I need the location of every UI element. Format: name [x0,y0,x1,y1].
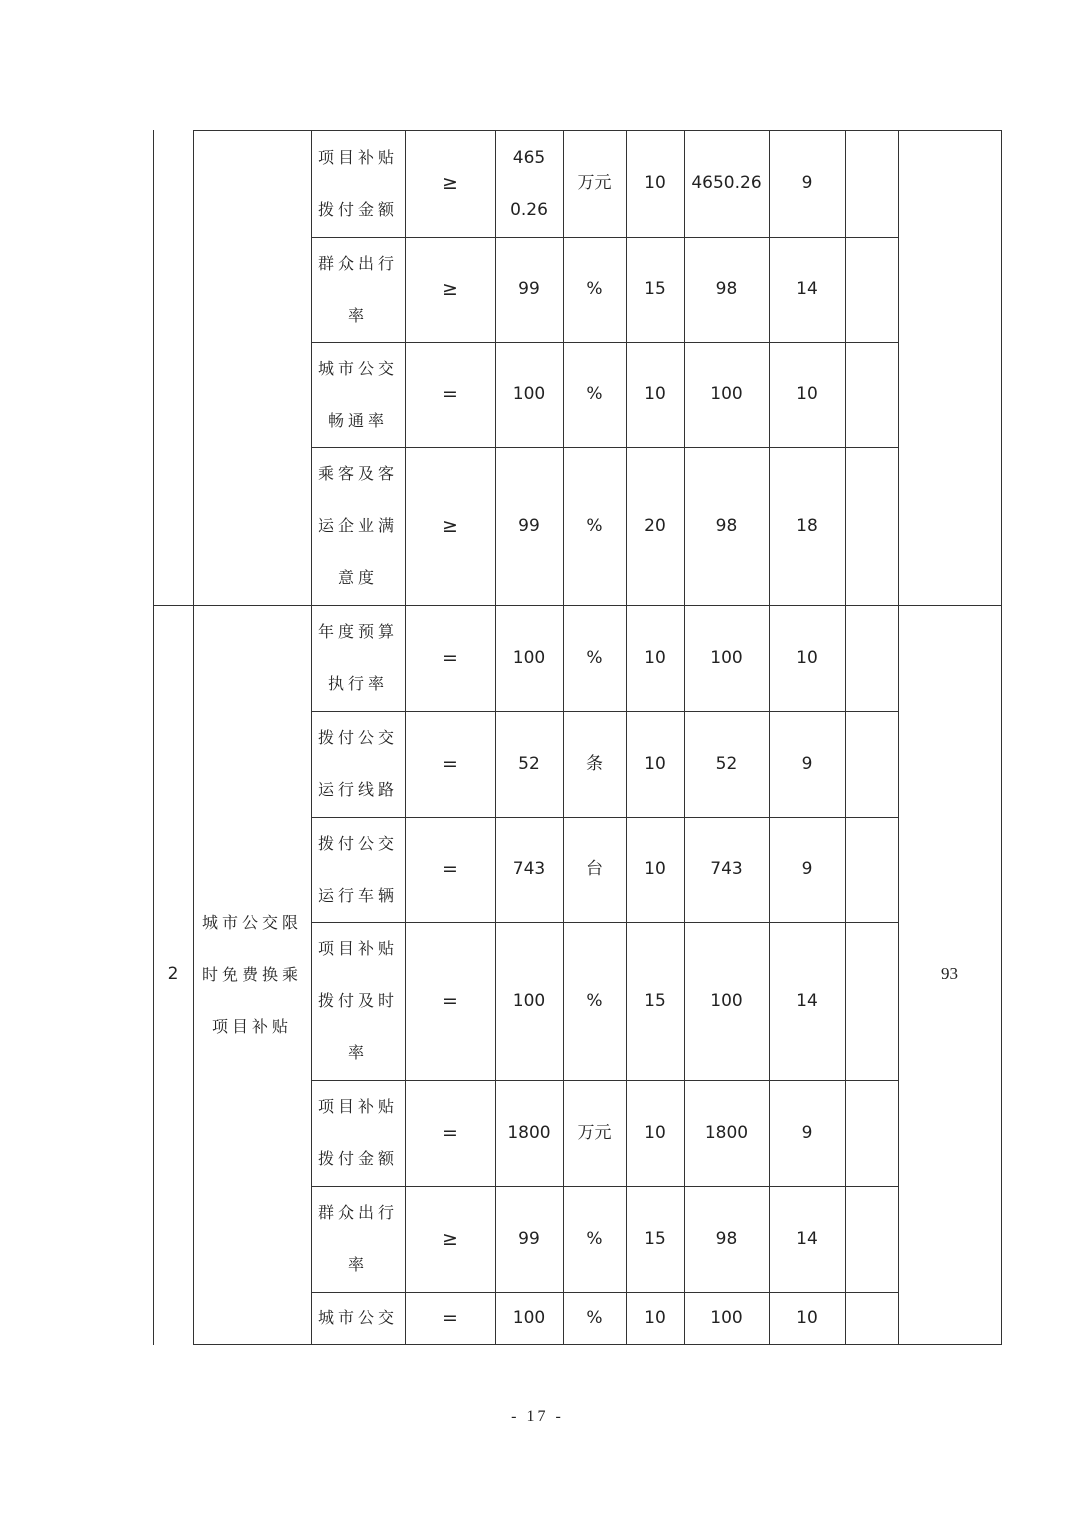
project-total-score: 93 [941,964,958,984]
target-value-cell: 100 [512,1307,546,1328]
remark-cell [845,817,898,922]
weight-cell: 10 [644,384,666,405]
weight-cell: 10 [644,1122,666,1143]
indicator-cell: 拨付公交运行车辆 [317,833,398,905]
actual-value-cell: 98 [715,279,738,300]
remark-cell [845,1186,898,1292]
indicator-cell: 项目补贴拨付金额 [317,147,398,219]
operator-cell: = [442,1121,458,1144]
operator-cell: = [442,383,458,406]
unit-cell: % [586,1307,603,1328]
operator-cell: ≥ [442,1227,458,1250]
remark-cell [845,447,898,605]
actual-value-cell: 1800 [704,1122,749,1143]
unit-cell: 万元 [577,1122,612,1143]
score-cell: 14 [796,990,818,1011]
target-value-cell: 1800 [507,1122,551,1143]
actual-value-cell: 100 [710,990,743,1011]
operator-cell: = [442,1306,458,1329]
unit-cell: % [586,990,603,1011]
target-value-cell: 99 [518,515,540,536]
target-value-cell: 99 [518,279,540,300]
weight-cell: 15 [644,1228,666,1249]
target-value-cell: 99 [518,1228,540,1249]
operator-cell: = [442,989,458,1012]
target-value-cell: 743 [512,859,546,880]
actual-value-cell: 743 [710,859,743,880]
actual-value-cell: 98 [715,515,738,536]
weight-cell: 10 [644,173,666,194]
table-border [193,1344,1002,1345]
unit-cell: % [586,647,603,668]
operator-cell: ≥ [442,172,458,195]
indicator-cell: 群众出行率 [317,253,398,325]
score-cell: 10 [796,1307,818,1328]
operator-cell: = [442,752,458,775]
indicator-cell: 项目补贴拨付金额 [317,1097,398,1168]
weight-cell: 10 [644,859,666,880]
remark-cell [845,1080,898,1186]
remark-cell [845,1292,898,1344]
remark-cell [845,237,898,342]
remark-cell [845,922,898,1080]
unit-cell: % [586,1228,603,1249]
indicator-cell: 城市公交畅通率 [317,358,398,430]
project-index-cell: 2 [167,964,179,985]
unit-cell: % [586,384,603,405]
score-cell: 14 [796,1228,818,1249]
indicator-cell: 项目补贴拨付及时率 [317,939,398,1062]
remark-cell [845,711,898,817]
remark-cell [845,130,898,237]
score-cell: 10 [796,647,818,668]
remark-cell [845,605,898,711]
weight-cell: 10 [644,753,666,774]
target-value-cell: 100 [512,990,546,1011]
score-cell: 9 [801,173,813,194]
score-cell: 9 [801,859,813,880]
operator-cell: ≥ [442,278,458,301]
indicator-cell: 拨付公交运行线路 [317,728,398,799]
project-name-cell: 城市公交限时免费换乘项目补贴 [201,912,302,1036]
weight-cell: 10 [644,1307,666,1328]
unit-cell: 万元 [577,173,612,194]
target-value-cell: 100 [512,384,546,405]
weight-cell: 20 [644,515,666,536]
indicator-cell: 年度预算执行率 [317,622,398,693]
indicator-cell: 城市公交 [317,1308,398,1327]
weight-cell: 15 [644,990,666,1011]
weight-cell: 15 [644,279,666,300]
score-cell: 14 [796,279,818,300]
score-cell: 9 [801,753,813,774]
actual-value-cell: 100 [710,1307,743,1328]
actual-value-cell: 52 [715,753,738,774]
actual-value-cell: 98 [715,1228,738,1249]
unit-cell: % [586,515,603,536]
unit-cell: 台 [586,859,603,880]
actual-value-cell: 100 [710,384,743,405]
operator-cell: = [442,858,458,881]
table-border [1001,130,1002,1345]
target-value-cell: 100 [512,647,546,668]
target-value-cell: 4650.26 [510,147,548,220]
remark-cell [845,342,898,447]
operator-cell: = [442,646,458,669]
page-number: - 17 - [511,1408,564,1425]
actual-value-cell: 4650.26 [691,173,762,194]
unit-cell: 条 [586,753,603,774]
target-value-cell: 52 [518,753,540,774]
score-cell: 18 [796,515,818,536]
indicator-cell: 乘客及客运企业满意度 [317,464,398,587]
operator-cell: ≥ [442,514,458,537]
actual-value-cell: 100 [710,647,743,668]
score-cell: 9 [801,1122,813,1143]
indicator-cell: 群众出行率 [317,1203,398,1274]
unit-cell: % [586,279,603,300]
score-cell: 10 [796,384,818,405]
weight-cell: 10 [644,647,666,668]
